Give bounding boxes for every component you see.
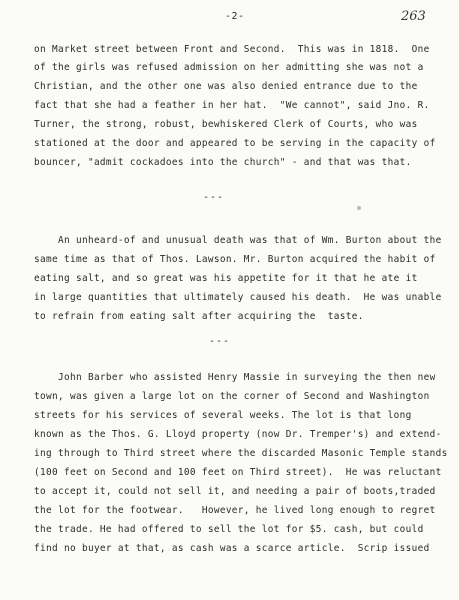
text-line: the trade. He had offered to sell the lot for $5. cash, but could: [34, 524, 424, 535]
text-line: fact that she had a feather in her hat. "We cannot", said Jno. R.: [34, 100, 430, 111]
text-line: on Market street between Front and Second. This was in 1818. One: [34, 44, 430, 55]
section-separator: ---: [209, 336, 231, 347]
text-line: stationed at the door and appeared to be serving in the capacity of: [34, 138, 436, 149]
text-line: in large quantities that ultimately caused his death. He was unable: [34, 292, 442, 303]
text-line: of the girls was refused admission on her admitting she was not a: [34, 62, 424, 73]
paper-speck: [357, 206, 361, 210]
text-line: bouncer, "admit cockadoes into the church" - and that was that.: [34, 157, 412, 168]
text-line: (100 feet on Second and 100 feet on Third street). He was reluctant: [34, 467, 442, 478]
text-line: same time as that of Thos. Lawson. Mr. Burton acquired the habit of: [34, 254, 436, 265]
text-line: John Barber who assisted Henry Massie in surveying the then new: [34, 372, 436, 383]
text-line: known as the Thos. G. Lloyd property (now Dr. Tremper's) and extend-: [34, 429, 442, 440]
text-line: to refrain from eating salt after acquiring the taste.: [34, 311, 364, 322]
text-line: to accept it, could not sell it, and needing a pair of boots,traded: [34, 486, 436, 497]
text-line: eating salt, and so great was his appetite for it that he ate it: [34, 273, 418, 284]
text-line: the lot for the footwear. However, he lived long enough to regret: [34, 505, 436, 516]
text-line: Turner, the strong, robust, bewhiskered Clerk of Courts, who was: [34, 119, 418, 130]
text-line: town, was given a large lot on the corner of Second and Washington: [34, 391, 430, 402]
page-number: -2-: [225, 11, 245, 22]
text-line: find no buyer at that, as cash was a scarce article. Scrip issued: [34, 543, 430, 554]
text-line: Christian, and the other one was also denied entrance due to the: [34, 81, 418, 92]
text-line: streets for his services of several weeks. The lot is that long: [34, 410, 412, 421]
section-separator: ---: [203, 192, 225, 203]
text-line: ing through to Third street where the discarded Masonic Temple stands: [34, 448, 448, 459]
text-line: An unheard-of and unusual death was that of Wm. Burton about the: [34, 235, 442, 246]
handwritten-page-number: 263: [401, 9, 426, 24]
